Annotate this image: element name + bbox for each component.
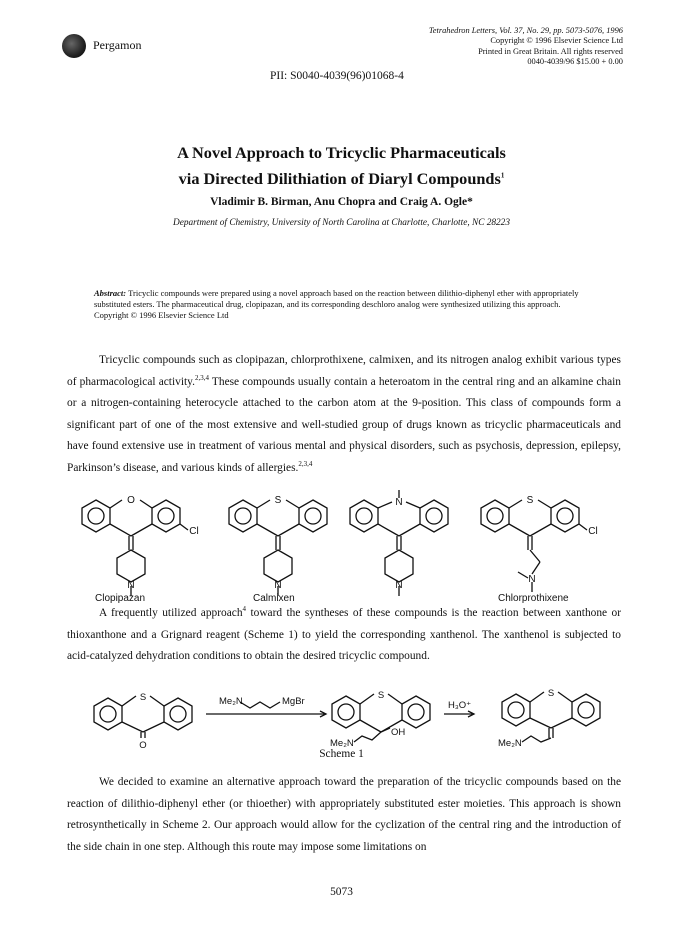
tricyclic-structures-figure <box>0 490 683 602</box>
journal-line: Copyright © 1996 Elsevier Science Ltd <box>490 36 623 46</box>
paragraph-text: toward the syntheses of these compounds is the reaction between xanthone or thioxanthone and a Grignard reagent (Scheme 1) to yield the corresponding xanthenol. The xanthenol is subjected to acid-catalyzed dehydration conditions to obtain the desired tricyclic compound. <box>67 607 621 662</box>
paragraph-text: These compounds usually contain a heteroatom in the central ring and an alkamine chain or a nitrogen-containing heterocycle attached to the carbon atom at the 9-position. This class of compounds form a significant part of one of the most extensive and well-studied group of drugs known as tricyclic pharmaceuticals and have found extensive use in treatment of various mental and physical disorders, such as psychosis, depression, epilepsy, Parkinson’s disease, and various kinds of allergies. <box>67 375 622 474</box>
reference-mark: 2,3,4 <box>298 459 313 468</box>
journal-line: 0040-4039/96 $15.00 + 0.00 <box>527 56 623 66</box>
paragraph-text: A frequently utilized approach <box>99 607 243 619</box>
nitrogen-atom-label: N <box>395 497 403 508</box>
hydroxyl-label: OH <box>391 727 406 738</box>
pergamon-logo-icon <box>62 34 86 58</box>
nitrogen-atom-label: N <box>274 580 282 591</box>
title-line: A Novel Approach to Tricyclic Pharmaceuticals <box>177 143 506 162</box>
reference-mark: 2,3,4 <box>194 373 209 382</box>
oxygen-atom-label: O <box>139 740 147 751</box>
scheme-caption: Scheme 1 <box>319 748 364 760</box>
journal-citation <box>429 26 623 67</box>
journal-line: Printed in Great Britain. All rights reserved <box>478 46 623 56</box>
abstract-text: Tricyclic compounds were prepared using a novel approach based on the reaction between dilithio-diphenyl ether with appropriately substituted esters. The pharmaceutical drug, clopipazan, and its corresponding deschloro analog were synthesized utilizing this approach. Copyright © 1996 Elsevier Science Ltd <box>94 288 579 320</box>
sulfur-atom-label: S <box>377 690 385 701</box>
page-number: 5073 <box>330 886 353 898</box>
abstract <box>94 288 589 321</box>
abstract-label: Abstract: <box>94 288 127 298</box>
title-footnote-ref: 1 <box>500 171 505 180</box>
nitrogen-atom-label: N <box>528 574 536 585</box>
paragraph-text: Tricyclic compounds such as clopipazan, chlorprothixene, calmixen, and its nitrogen analog exhibit various types of pharmacological activity. <box>67 354 621 388</box>
author-list: Vladimir B. Birman, Anu Chopra and Craig A. Ogle* <box>210 196 473 208</box>
reference-mark: 4 <box>242 605 247 614</box>
sulfur-atom-label: S <box>274 495 282 506</box>
journal-line: Tetrahedron Letters, Vol. 37, No. 29, pp. 5073-5076, 1996 <box>428 26 623 35</box>
nitrogen-atom-label: N <box>395 580 403 591</box>
pii-identifier: PII: S0040-4039(96)01068-4 <box>270 70 404 82</box>
body-paragraph <box>67 603 621 668</box>
publisher-name: Pergamon <box>93 38 142 52</box>
amine-label: Me₂N <box>330 738 354 749</box>
article-title <box>0 140 683 192</box>
reagent-amine-label: Me₂N <box>219 696 243 707</box>
scheme-1-figure <box>0 680 683 752</box>
chloro-atom-label: Cl <box>588 526 598 537</box>
nitrogen-atom-label: N <box>127 580 135 591</box>
oxygen-atom-label: O <box>127 495 135 506</box>
structure-name-chlorprothixene: Chlorprothixene <box>498 593 569 604</box>
paragraph-text: We decided to examine an alternative approach toward the preparation of the tricyclic compounds based on the reaction of dilithio-diphenyl ether (or thioether) with appropriately substituted ester moieties. This approach is shown retrosynthetically in Scheme 2. Our approach would allow for the cyclization of the central ring and the introduction of the side chain in one step. Although this route may impose some limitations on <box>67 776 621 853</box>
amine-label: Me₂N <box>498 738 522 749</box>
acid-reagent-label: H₃O⁺ <box>448 700 472 711</box>
chloro-atom-label: Cl <box>189 526 199 537</box>
structure-name-calmixen: Calmixen <box>253 593 295 604</box>
clopipazan-structure <box>82 500 188 596</box>
reagent-grignard-label: MgBr <box>282 696 305 707</box>
body-paragraph <box>67 772 621 858</box>
structure-name-clopipazan: Clopipazan <box>95 593 146 604</box>
affiliation: Department of Chemistry, University of North Carolina at Charlotte, Charlotte, NC 28223 <box>173 218 510 228</box>
title-line: via Directed Dilithiation of Diaryl Compounds <box>178 169 501 188</box>
sulfur-atom-label: S <box>547 688 555 699</box>
body-paragraph <box>67 350 621 479</box>
sulfur-atom-label: S <box>139 692 147 703</box>
sulfur-atom-label: S <box>526 495 534 506</box>
